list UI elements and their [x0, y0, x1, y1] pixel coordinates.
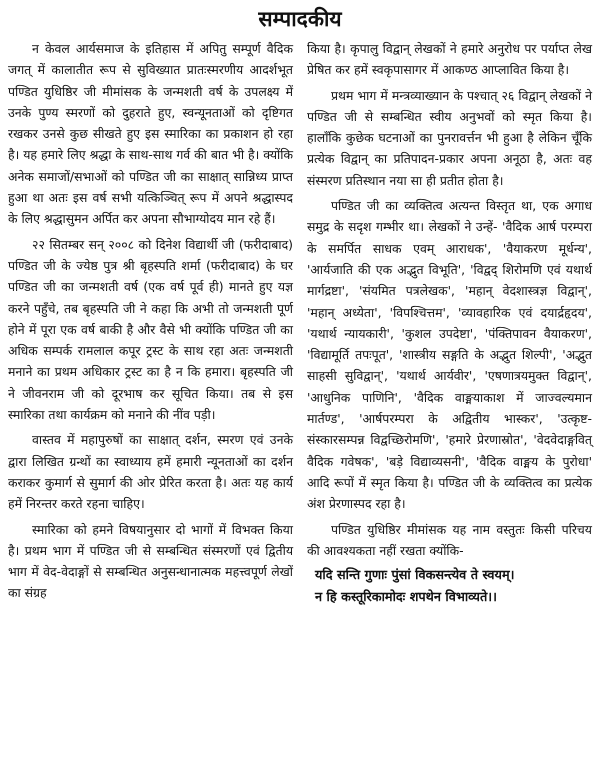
sanskrit-verse [307, 565, 592, 609]
paragraph: पण्डित युधिष्ठिर मीमांसक यह नाम वस्तुतः किसी परिचय की आवश्यकता नहीं रखता क्योंकि- [307, 521, 592, 558]
paragraph: किया है। कृपालु विद्वान् लेखकों ने हमारे अनुरोध पर पर्याप्त लेख प्रेषित कर हमें स्वकृपासागर में आकण्ठ आप्लावित किया है। [307, 41, 592, 78]
verse-line: यदि सन्ति गुणाः पुंसां विकसन्त्येव ते स्वयम्। [315, 568, 515, 584]
two-column-body [8, 38, 592, 609]
left-column [8, 38, 293, 609]
paragraph: न केवल आर्यसमाज के इतिहास में अपितु सम्पूर्ण वैदिक जगत् में कालातीत रूप से सुविख्यात प्रातःस्मरणीय आदर्शभूत पण्डित युधिष्ठिर जी मीमांसक के जन्मशती वर्ष के उपलक्ष्य में उनके पुण्य स्मरणों को दुहराते हुए, स्वन्यूनताओं को दृष्टिगत रखकर उनसे कुछ सीखते हुए इस स्मारिका का प्रकाशन हो रहा है। यह हमारे लिए श्रद्धा के साथ-साथ गर्व की बात भी है। क्योंकि अनेक समाजों/सभाओं को पण्डित जी का साक्षात् सान्निध्य प्राप्त हुआ था अतः इस वर्ष सभी यत्किञ्चित् रूप में अपने श्रद्धास्पद के लिए श्रद्धासुमन अर्पित कर अपना सौभाग्योदय मान रहे हैं। [8, 41, 293, 227]
paragraph: वास्तव में महापुरुषों का साक्षात् दर्शन, स्मरण एवं उनके द्वारा लिखित ग्रन्थों का स्वाध्याय हमें हमारी न्यूनताओं का दर्शन कराकर कुमार्ग से सुमार्ग की ओर प्रेरित करता है। अतः यह कार्य हमें निरन्तर करते रहना चाहिए। [8, 432, 293, 512]
page-title: सम्पादकीय [258, 7, 342, 31]
paragraph: २२ सितम्बर सन् २००८ को दिनेश विद्यार्थी जी (फरीदाबाद) पण्डित जी के ज्येष्ठ पुत्र श्री बृहस्पति शर्मा (फरीदाबाद) के घर पण्डित जी का जन्मशती वर्ष (एक वर्ष पूर्व ही) मानते हुए यज्ञ करने पहुँचे, तब बृहस्पति जी ने कहा कि अभी तो जन्मशती पूर्ण होने में पूरा एक वर्ष बाकी है और वैसे भी क्योंकि पण्डित जी का अधिक सम्पर्क रामलाल कपूर ट्रस्ट के साथ रहा अतः जन्मशती मनाने का प्रथम अधिकार ट्रस्ट का है न कि हमारा। बृहस्पति जी ने जीवनराम जी को दूरभाष कर सूचित किया। तब से इस स्मारिका तथा कार्यक्रम को मनाने की नींव पड़ी। [8, 236, 293, 423]
paragraph: स्मारिका को हमने विषयानुसार दो भागों में विभक्त किया है। प्रथम भाग में पण्डित जी से सम्बन्धित संस्मरणों एवं द्वितीय भाग में वेद-वेदाङ्गों से सम्बन्धित अनुसन्धानात्मक महत्त्वपूर्ण लेखों का संग्रह [8, 521, 293, 601]
right-column [307, 38, 592, 609]
paragraph: प्रथम भाग में मन्त्रव्याख्यान के पश्चात् २६ विद्वान् लेखकों ने पण्डित जी से सम्बन्धित स्वीय अनुभवों को स्मृत किया है। हालाँकि कुछेक घटनाओं का पुनरावर्त्तन भी हुआ है लेकिन चूँकि प्रत्येक विद्वान् का प्रतिपादन-प्रकार अपना अनूठा है, अतः वह संस्मरण प्रतिस्थान नया सा ही प्रतीत होता है। [307, 87, 592, 188]
verse-line: न हि कस्तूरिकामोदः शपथेन विभाव्यते।। [315, 590, 497, 606]
paragraph: पण्डित जी का व्यक्तित्व अत्यन्त विस्तृत था, एक अगाध समुद्र के सदृश गम्भीर था। लेखकों ने उन्हें- 'वैदिक आर्ष परम्परा के समर्पित साधक एवम् आराधक', 'वैयाकरण मूर्धन्य', 'आर्यजाति की एक अद्भुत विभूति', 'विद्वद् शिरोमणि एवं यथार्थ मार्गद्रष्टा', 'संयमित पत्रलेखक', 'महान् वेदशास्त्रज्ञ विद्वान्', 'महान् अध्येता', 'विपश्चित्तम', 'व्यावहारिक एवं दयार्द्रहृदय', 'यथार्थ न्यायकारी', 'कुशल उपदेष्टा', 'पंक्तिपावन वैयाकरण', 'विद्यामूर्ति तपःपूत', 'शास्त्रीय सङ्गति के अद्भुत शिल्पी', 'अद्भुत साहसी सुविद्वान्', 'यथार्थ आर्यवीर', 'एषणात्रयमुक्त विद्वान्', 'आधुनिक पाणिनि', 'वैदिक वाङ्मयाकाश में जाज्वल्यमान मार्तण्ड', 'आर्षपरम्परा के अद्वितीय भास्कर', 'उत्कृष्ट-संस्कारसम्पन्न विद्वच्छिरोमणि', 'हमारे प्रेरणास्रोत', 'वेदवेदाङ्गवित् वैदिक गवेषक', 'बड़े विद्याव्यसनी', 'वैदिक वाङ्मय के पुरोधा' आदि रूपों में स्मृत किया है। पण्डित जी के व्यक्तित्व का प्रत्येक अंश प्रेरणास्पद रहा है। [307, 198, 592, 512]
